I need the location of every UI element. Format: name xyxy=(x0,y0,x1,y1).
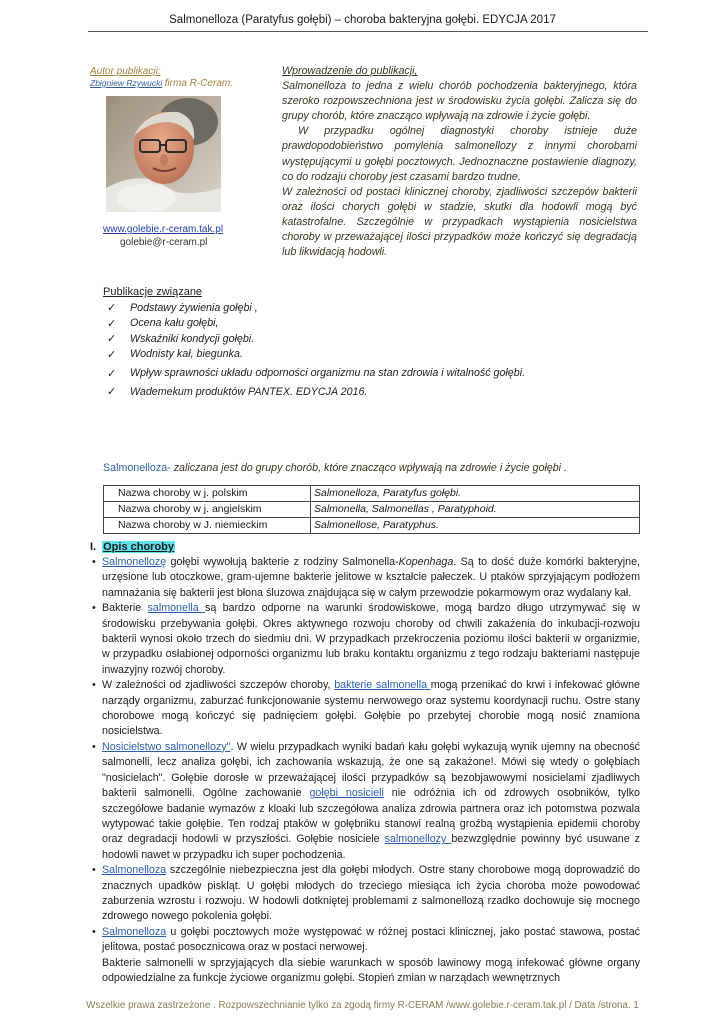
bullet-icon: • xyxy=(92,679,96,692)
inline-link[interactable]: salmonella xyxy=(147,602,205,615)
table-row xyxy=(104,518,640,534)
website-link[interactable]: www.golebie.r-ceram.tak.pl xyxy=(103,224,224,235)
author-photo xyxy=(106,96,221,212)
intro-paragraph-2: W przypadku ogólnej diagnostyki choroby istnieje duże prawdopodobieństwo pomylenia salmonellozy z innymi chorobami występującymi u gołębi pocztowych. Jednoznaczne postawienie diagnozy, co do rodzaju choroby jest czasami bardzo trudne. xyxy=(282,125,637,183)
related-item[interactable]: ✓ Podstawy żywienia gołębi , xyxy=(107,301,258,315)
checkmark-icon: ✓ xyxy=(107,302,117,315)
related-publications-list xyxy=(103,300,525,400)
inline-link[interactable]: Salmonellozę xyxy=(102,556,167,568)
page-header-title: Salmonelloza (Paratyfus gołębi) – choroba bakteryjna gołębi. EDYCJA 2017 xyxy=(169,14,556,26)
salmonella-summary xyxy=(103,462,567,474)
table-cell-value: Salmonellose, Paratyphus. xyxy=(311,518,640,534)
section-number: I. xyxy=(90,541,97,553)
author-firm: firma R-Ceram xyxy=(164,78,231,89)
author-email: golebie@r-ceram.pl xyxy=(120,237,208,248)
checkmark-icon: ✓ xyxy=(107,367,117,380)
description-paragraph: • Nosicielstwo salmonellozy". W wielu przypadkach wyniki badań kału gołębi wykazują wynik ujemny na obecność salmonelli, lecz analiza gołębi, ich zachowania wskazują, że one są zakażone!. Mówi się wtedy o gołębiach "nosicielach". Gołębie dorosłe w przeważającej ilości przypadków są bezobjawowymi nosicielami zjadliwych bakterii salmonelli. Ogólne zachowanie gołębi nosicieli nie odróżnia ich od zdrowych osobników, tylko szczegółowe badanie wymazów z kloaki lub szczegółowa analiza zdrowia partnera oraz ich potomstwa pozwala wytypować takie gołębie. Ten rodzaj ptaków w gołębniku stanowi realną groźbą wystąpienia epidemii choroby oraz degradacji hodowli w przyszłości. Gołębie nosiciele salmonellozy bezwzględnie powinny być usuwane z hodowli nawet w przypadku ich super pochodzenia. xyxy=(92,740,641,861)
description-paragraph: • Salmonellozę gołębi wywołują bakterie z rodziny Salmonella-Kopenhaga. Są to dość duże komórki bakteryjne, urzęsione lub otoczkowe, gram-ujemne bakterie jelitowe w kształcie pałeczek. U ptaków sprzyjającym podłożem namnażania się bakterii jest błona śluzowa znajdująca się w całym przewodzie pokarmowym oraz wydalany kał. xyxy=(92,556,640,599)
section-title: Opis choroby xyxy=(103,541,175,553)
table-row xyxy=(104,502,640,518)
description-paragraph: Bakterie salmonelli w sprzyjających dla siebie warunkach w sposób lawinowy mogą infekować główne organy odpowiedzialne za funkcje życiowe organizmu gołębi. Stopień zmian w narządach wewnętrznych xyxy=(102,956,640,984)
inline-link[interactable]: Nosicielstwo salmonellozy" xyxy=(102,740,231,753)
checkmark-icon: ✓ xyxy=(107,348,117,361)
table-cell-language: Nazwa choroby w j. angielskim xyxy=(104,502,311,518)
disease-description xyxy=(92,555,640,986)
table-cell-language: Nazwa choroby w J. niemieckim xyxy=(104,518,311,534)
page-footer: Wszelkie prawa zastrzeżone . Rozpowszechnianie tylko za zgodą firmy R-CERAM /www.golebie.r-ceram.tak.pl / Data /strona. 1 xyxy=(86,1000,639,1011)
author-label: Autor publikacji: xyxy=(90,66,161,77)
bullet-icon: • xyxy=(92,925,96,938)
intro-section xyxy=(282,64,637,260)
intro-title: Wprowadzenie do publikacji, xyxy=(282,65,418,77)
table-cell-value: Salmonelloza, Paratyfus gołębi. xyxy=(311,486,640,502)
checkmark-icon: ✓ xyxy=(107,333,117,346)
related-item[interactable]: ✓ Ocena kału gołębi, xyxy=(107,317,219,330)
bullet-icon: • xyxy=(92,556,96,568)
related-item[interactable]: ✓ Wskaźniki kondycji gołębi. xyxy=(107,332,255,346)
description-paragraph: • Salmonelloza szczególnie niebezpieczna jest dla gołębi młodych. Ostre stany chorobowe mogą doprowadzić do znacznych upadków piskląt. U gołębi młodych do trzeciego miesiąca ich życia choroba może powodować zaburzenia wzrostu i rozwoju. W hodowli dotkniętej problemami z salmonellozą rzadko dochowuje się mocnego zdrowego nowego pokolenia gołębi. xyxy=(92,864,640,923)
intro-paragraph-1: Salmonelloza to jedna z wielu chorób pochodzenia bakteryjnego, która szeroko rozpowszechniona jest w środowisku życia gołębi. Zalicza się do grupy chorób, które znacząco wpływają na zdrowie i życie gołębi. xyxy=(282,80,637,123)
table-cell-language: Nazwa choroby w j. polskim xyxy=(104,486,311,502)
description-paragraph: • Salmonelloza u gołębi pocztowych może występować w różnej postaci klinicznej, jako postać stawowa, postać jelitowa, postać posocznicowa oraz w postaci nerwowej. xyxy=(92,925,640,954)
table-row xyxy=(104,486,640,502)
checkmark-icon: ✓ xyxy=(107,386,117,399)
table-cell-value: Salmonella, Salmonellas , Paratyphoid. xyxy=(311,502,640,518)
description-paragraph: • Bakterie salmonella są bardzo odporne na warunki środowiskowe, mogą bardzo długo utrzymywać się w środowisku przebywania gołębi. Okres aktywnego rozwoju choroby od chwili zakażenia do inkubacji-rozwoju bakterii wynosi około trzech do siedmiu dni. W przypadkach przekroczenia poziomu ilości bakterii w organizmie, w przypadku osłabionej odporności organizmu lub braku kontaktu organizmu z tego rodzaju bakteriami następuje inwazyjny rozwój choroby. xyxy=(92,602,641,676)
checkmark-icon: ✓ xyxy=(107,317,117,330)
inline-link[interactable]: gołębi nosicieli xyxy=(309,787,384,800)
related-item[interactable]: ✓ Wademekum produktów PANTEX. EDYCJA 2016. xyxy=(107,385,368,399)
inline-link[interactable]: Salmonelloza xyxy=(102,864,167,877)
inline-link[interactable]: salmonellozy xyxy=(384,833,452,846)
related-publications-title: Publikacje związane xyxy=(103,286,203,298)
salmonella-name: Salmonelloza- xyxy=(103,462,171,474)
salmonella-summary-text: zaliczana jest do grupy chorób, które znacząco wpływają na zdrowie i życie gołębi . xyxy=(170,462,567,474)
bullet-icon: • xyxy=(92,602,96,615)
intro-paragraph-3: W zależności od postaci klinicznej choroby, zjadliwości szczepów bakterii oraz ilości chorych gołębi w stadzie, skutki dla hodowli mogą być katastrofalne. Szczególnie w przypadkach wystąpienia nosicielstwa choroby w przeważającej ilości przypadków może kończyć się degradacją lub likwidacją hodowli. xyxy=(282,185,637,259)
related-item[interactable]: ✓ Wpływ sprawności układu odporności organizmu na stan zdrowia i witalność gołębi. xyxy=(107,367,526,380)
bullet-icon: • xyxy=(92,864,96,877)
header-divider xyxy=(88,31,648,32)
bullet-icon: • xyxy=(92,740,96,753)
inline-link[interactable]: Salmonelloza xyxy=(102,925,167,938)
inline-link[interactable]: bakterie salmonella xyxy=(334,679,431,692)
disease-names-table xyxy=(103,485,640,534)
description-paragraph: • W zależności od zjadliwości szczepów choroby, bakterie salmonella mogą przenikać do krwi i infekować główne narządy organizmu, zaburzać funkcjonowanie systemu nerwowego oraz systemu koordynacji ruchu. Ostre stany chorobowe mogą kończyć się padnięciem gołębi. Gołębie po przebytej chorobie mogą nosić znamiona nosicielstwa. xyxy=(92,679,640,738)
section-heading xyxy=(90,541,175,553)
related-item[interactable]: ✓ Wodnisty kał, biegunka. xyxy=(107,348,243,361)
author-name: Zbigniew Rzywucki firma R-Ceram. xyxy=(90,78,233,89)
author-name-text: Zbigniew Rzywucki xyxy=(90,78,163,88)
